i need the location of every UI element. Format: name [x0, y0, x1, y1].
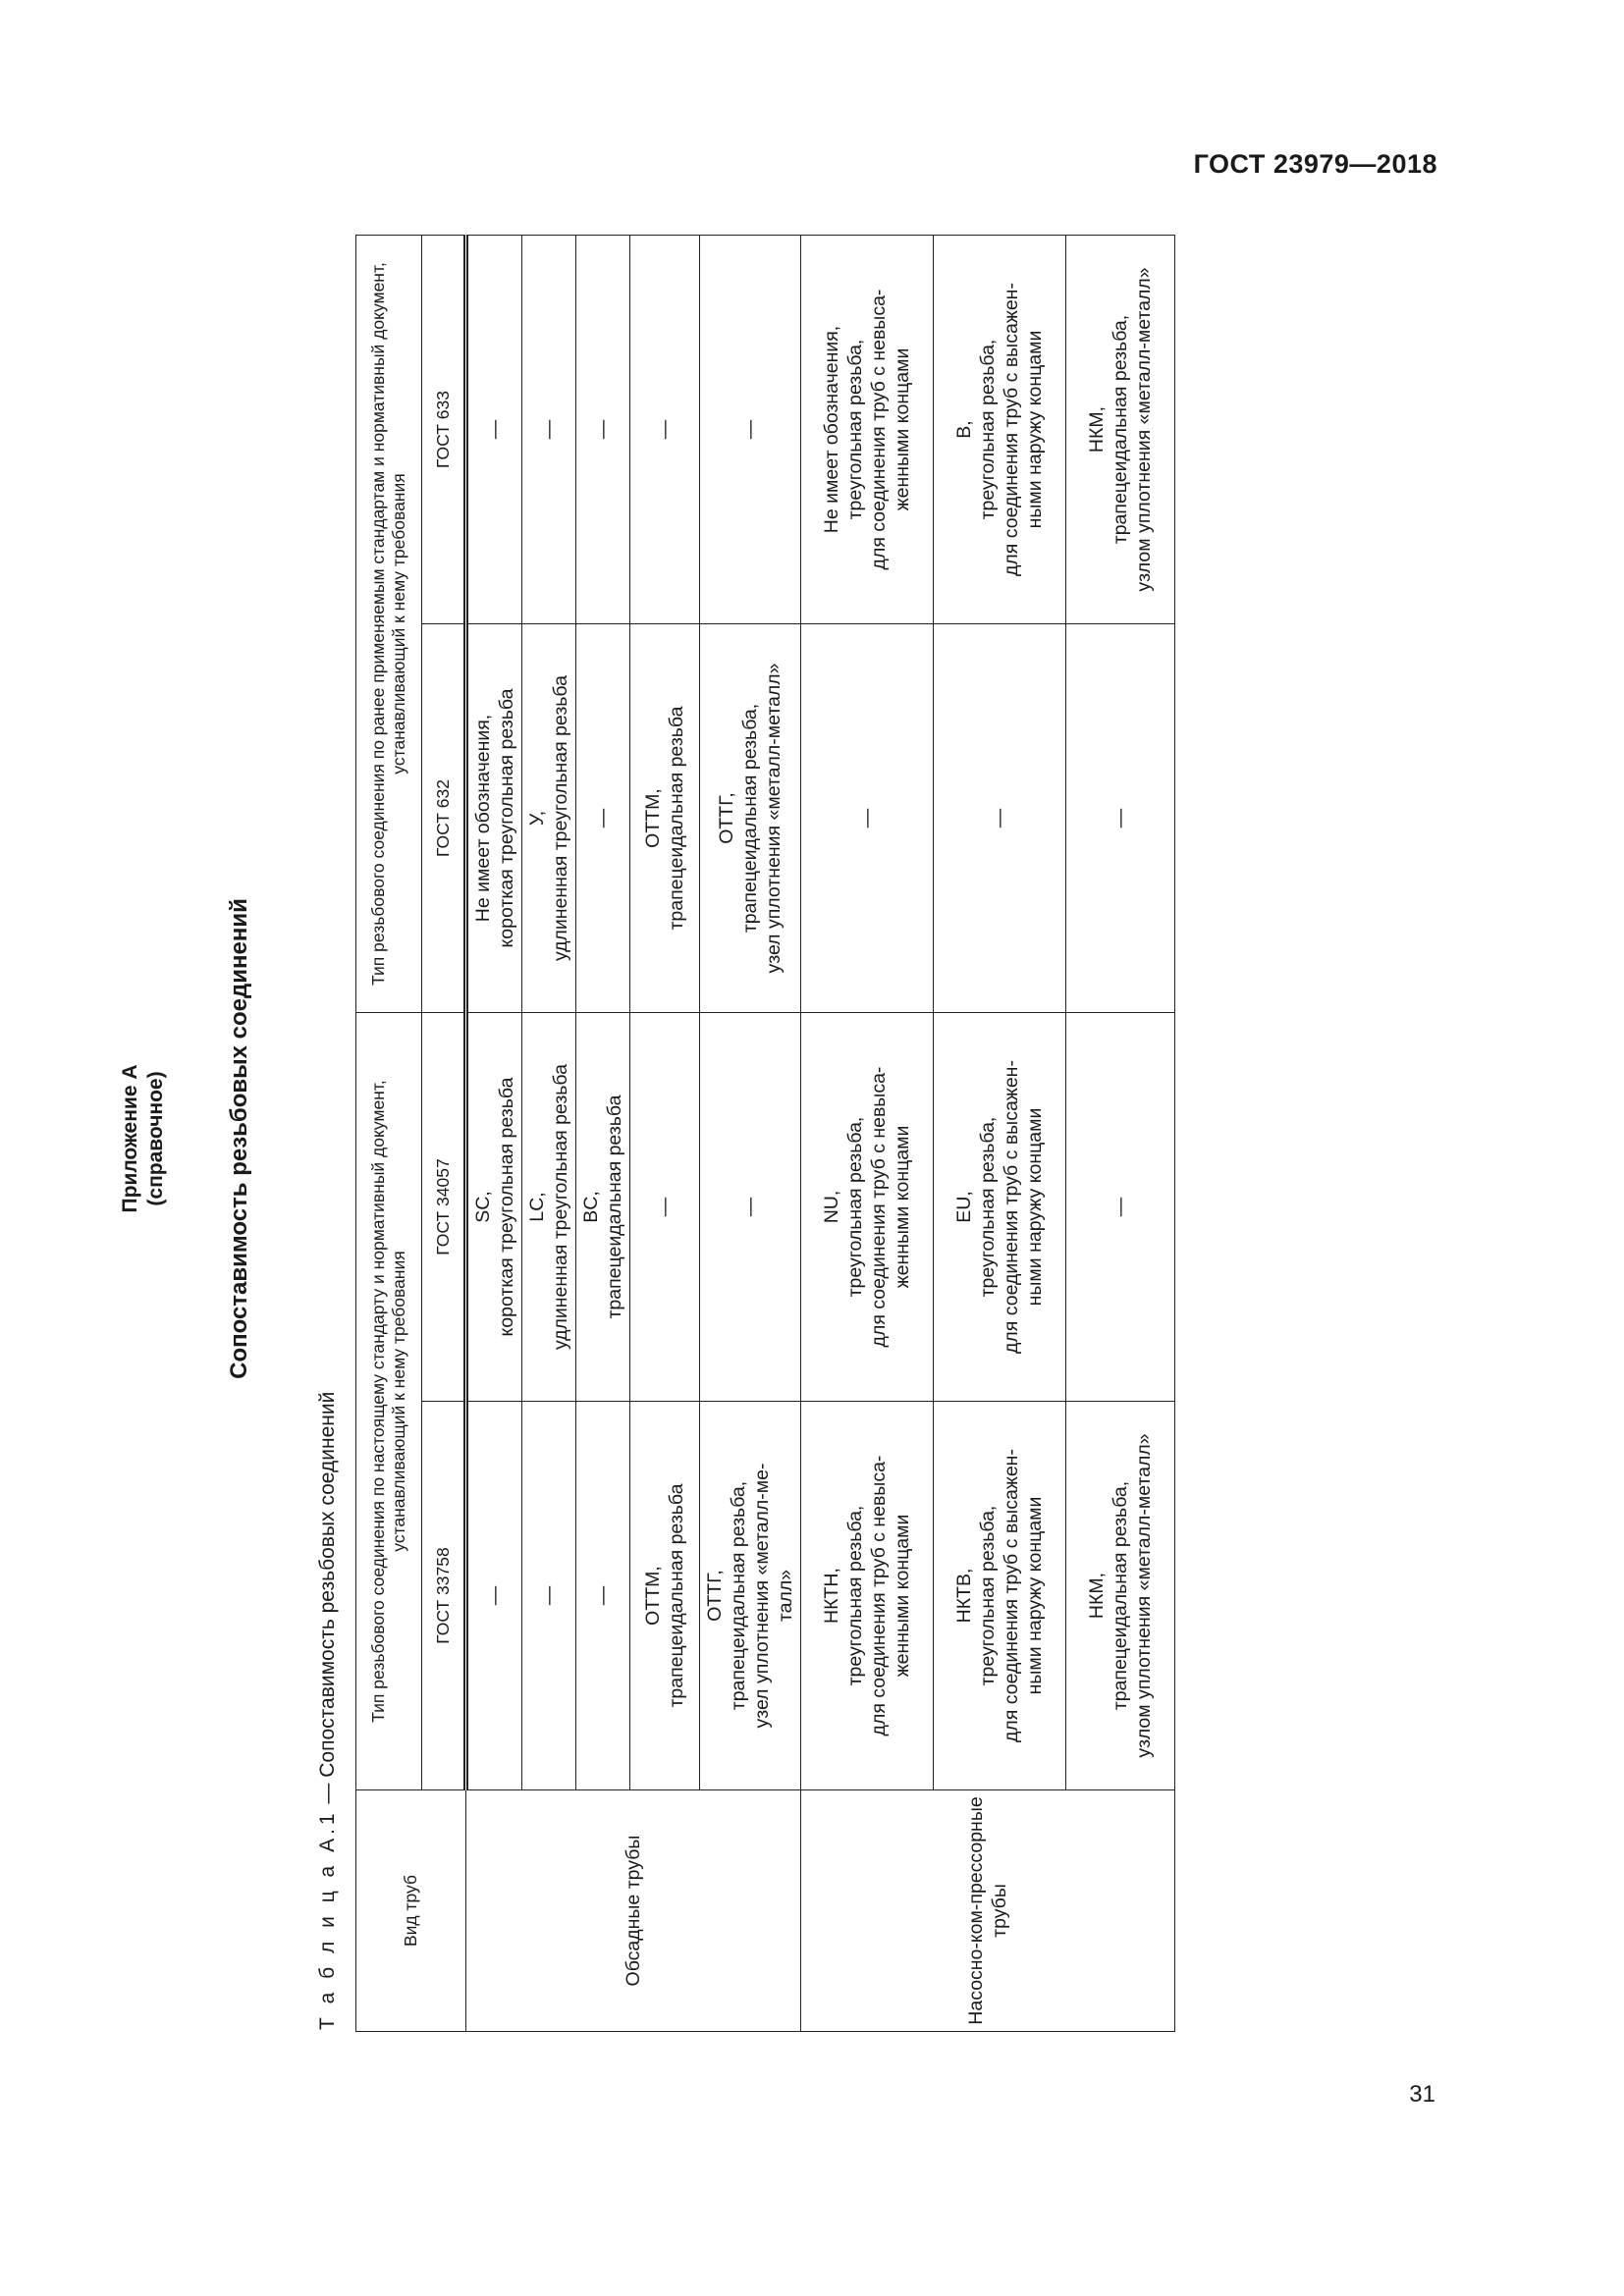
- cell-text-line: НКМ,: [1086, 1572, 1108, 1620]
- cell-text-line: женными концами: [892, 1514, 913, 1678]
- cell-text-line: У,: [526, 810, 548, 827]
- thread-type-cell: [630, 1013, 700, 1402]
- table-row: [934, 236, 1066, 2032]
- cell-text-line: женными концами: [892, 347, 913, 511]
- thread-type-cell: [522, 1013, 576, 1402]
- cell-text-line: —: [484, 419, 506, 440]
- table-caption-label: Т а б л и ц а А.1: [316, 1809, 339, 2030]
- cell-text-line: ОТТГ,: [704, 1570, 726, 1622]
- cell-text-line: для соединения труб с высажен-: [1001, 283, 1022, 576]
- cell-text-line: —: [538, 419, 560, 440]
- cell-text-line: талл»: [775, 1569, 796, 1623]
- thread-type-cell: [1066, 236, 1175, 624]
- cell-text-line: —: [592, 419, 614, 440]
- pipe-type-cell: Насосно-ком-прессорные трубы: [801, 1790, 1175, 2032]
- cell-text-line: треугольная резьба,: [977, 1505, 999, 1686]
- thread-type-cell: [934, 1402, 1066, 1790]
- table-row: [630, 236, 700, 2032]
- cell-text-line: ными наружу концами: [1024, 1107, 1046, 1307]
- cell-text-line: трапецеидальная резьба: [666, 706, 687, 931]
- table-row: [801, 236, 934, 2032]
- thread-type-cell: [630, 624, 700, 1013]
- table-row: [1066, 236, 1175, 2032]
- thread-type-cell: [934, 1013, 1066, 1402]
- header-row-sub: [422, 236, 466, 2032]
- thread-type-cell: [934, 624, 1066, 1013]
- cell-text-line: для соединения труб с высажен-: [1001, 1449, 1022, 1742]
- cell-text-line: Не имеет обозначения,: [472, 714, 494, 923]
- appendix-heading: [118, 236, 169, 2042]
- cell-text-line: ОТТМ,: [642, 788, 664, 848]
- thread-type-cell: [466, 624, 522, 1013]
- thread-type-cell: [630, 1402, 700, 1790]
- cell-text-line: для соединения труб с невыса-: [868, 1455, 890, 1736]
- cell-text-line: В,: [953, 420, 975, 439]
- table-body: [356, 236, 1175, 2032]
- table-caption-text: — Сопоставимость резьбовых соединений: [316, 1391, 339, 1810]
- cell-text-line: треугольная резьба,: [844, 1116, 866, 1298]
- cell-text-line: трапецеидальная резьба,: [1110, 1480, 1131, 1711]
- cell-text-line: —: [856, 808, 878, 828]
- cell-text-line: короткая треугольная резьба: [496, 688, 517, 948]
- cell-text-line: треугольная резьба,: [977, 339, 999, 520]
- table-row: [576, 236, 630, 2032]
- thread-type-cell: [801, 624, 934, 1013]
- cell-text-line: НКТН,: [821, 1568, 842, 1624]
- header-gost-633: ГОСТ 633: [422, 236, 466, 624]
- cell-text-line: треугольная резьба,: [844, 1505, 866, 1686]
- cell-text-line: трапецеидальная резьба: [666, 1483, 687, 1708]
- cell-text-line: узел уплотнения «металл-металл»: [763, 663, 785, 974]
- header-gost-632: ГОСТ 632: [422, 624, 466, 1013]
- cell-text-line: НКМ,: [1086, 405, 1108, 454]
- cell-text-line: EU,: [953, 1191, 975, 1223]
- cell-text-line: женными концами: [892, 1125, 913, 1289]
- thread-type-cell: [1066, 624, 1175, 1013]
- cell-text-line: НКТВ,: [953, 1568, 975, 1624]
- header-current-standard: Тип резьбового соединения по настоящему стандарту и нормативный документ, устанавливающий к нему требования: [356, 1013, 422, 1790]
- cell-text-line: —: [592, 1585, 614, 1606]
- thread-type-cell: [700, 1402, 801, 1790]
- cell-text-line: NU,: [821, 1190, 842, 1224]
- cell-text-line: для соединения труб с высажен-: [1001, 1060, 1022, 1354]
- thread-type-cell: [466, 1013, 522, 1402]
- table-row: [522, 236, 576, 2032]
- header-row-main: [356, 236, 422, 2032]
- thread-type-cell: [700, 624, 801, 1013]
- cell-text-line: ОТТГ,: [716, 792, 737, 844]
- cell-text-line: треугольная резьба,: [844, 339, 866, 520]
- cell-text-line: для соединения труб с невыса-: [868, 289, 890, 570]
- thread-type-cell: [466, 1402, 522, 1790]
- table-row: [700, 236, 801, 2032]
- document-code: ГОСТ 23979—2018: [1193, 149, 1437, 179]
- header-gost-34057: ГОСТ 34057: [422, 1013, 466, 1402]
- cell-text-line: —: [654, 1197, 676, 1217]
- section-title: Сопоставимость резьбовых соединений: [226, 898, 252, 1379]
- pipe-type-cell: Обсадные трубы: [466, 1790, 801, 2032]
- thread-type-cell: [466, 236, 522, 624]
- thread-type-cell: [801, 1013, 934, 1402]
- thread-type-cell: [576, 1402, 630, 1790]
- cell-text-line: трапецеидальная резьба,: [739, 703, 761, 934]
- cell-text-line: трапецеидальная резьба: [604, 1095, 625, 1319]
- cell-text-line: ными наружу концами: [1024, 330, 1046, 529]
- cell-text-line: удлиненная треугольная резьба: [550, 674, 571, 962]
- cell-text-line: —: [1110, 808, 1131, 828]
- cell-text-line: —: [538, 1585, 560, 1606]
- thread-type-cell: [630, 236, 700, 624]
- thread-type-cell: [801, 236, 934, 624]
- cell-text-line: трапецеидальная резьба,: [728, 1480, 749, 1711]
- thread-type-cell: [700, 236, 801, 624]
- appendix-title: Приложение А: [119, 1064, 141, 1213]
- cell-text-line: узлом уплотнения «металл-металл»: [1133, 267, 1155, 592]
- cell-text-line: узлом уплотнения «металл-металл»: [1133, 1433, 1155, 1758]
- thread-type-cell: [576, 624, 630, 1013]
- cell-text-line: ными наружу концами: [1024, 1496, 1046, 1695]
- cell-text-line: —: [989, 808, 1010, 828]
- cell-text-line: —: [484, 1585, 506, 1606]
- cell-text-line: —: [654, 419, 676, 440]
- thread-type-cell: [700, 1013, 801, 1402]
- thread-type-cell: [576, 236, 630, 624]
- page-number: 31: [1409, 2081, 1435, 2108]
- thread-type-cell: [522, 1402, 576, 1790]
- cell-text-line: треугольная резьба,: [977, 1116, 999, 1298]
- cell-text-line: LC,: [526, 1192, 548, 1222]
- cell-text-line: SC,: [472, 1191, 494, 1223]
- thread-type-cell: [1066, 1013, 1175, 1402]
- thread-type-cell: [576, 1013, 630, 1402]
- cell-text-line: трапецеидальная резьба,: [1110, 314, 1131, 545]
- table-caption: [316, 1392, 340, 2030]
- cell-text-line: —: [739, 419, 761, 440]
- cell-text-line: —: [739, 1197, 761, 1217]
- cell-text-line: удлиненная треугольная резьба: [550, 1063, 571, 1351]
- cell-text-line: ОТТМ,: [642, 1566, 664, 1626]
- thread-type-cell: [1066, 1402, 1175, 1790]
- header-gost-33758: ГОСТ 33758: [422, 1402, 466, 1790]
- header-pipe-type: Вид труб: [356, 1790, 466, 2032]
- cell-text-line: для соединения труб с невыса-: [868, 1066, 890, 1348]
- cell-text-line: узел уплотнения «металл-ме-: [751, 1463, 773, 1729]
- table-row: [466, 236, 522, 2032]
- appendix-subtitle: (справочное): [144, 1071, 167, 1206]
- cell-text-line: —: [592, 808, 614, 828]
- thread-type-cell: [522, 624, 576, 1013]
- thread-type-cell: [801, 1402, 934, 1790]
- cell-text-line: —: [1110, 1197, 1131, 1217]
- cell-text-line: BC,: [580, 1191, 602, 1223]
- header-previous-standards: Тип резьбового соединения по ранее применяемым стандартам и нормативный документ, устанавливающий к нему требования: [356, 236, 422, 1013]
- cell-text-line: короткая треугольная резьба: [496, 1077, 517, 1337]
- rotated-content: [118, 236, 1267, 2042]
- comparison-table: [355, 235, 1175, 2032]
- thread-type-cell: [934, 236, 1066, 624]
- thread-type-cell: [522, 236, 576, 624]
- cell-text-line: Не имеет обозначения,: [821, 325, 842, 534]
